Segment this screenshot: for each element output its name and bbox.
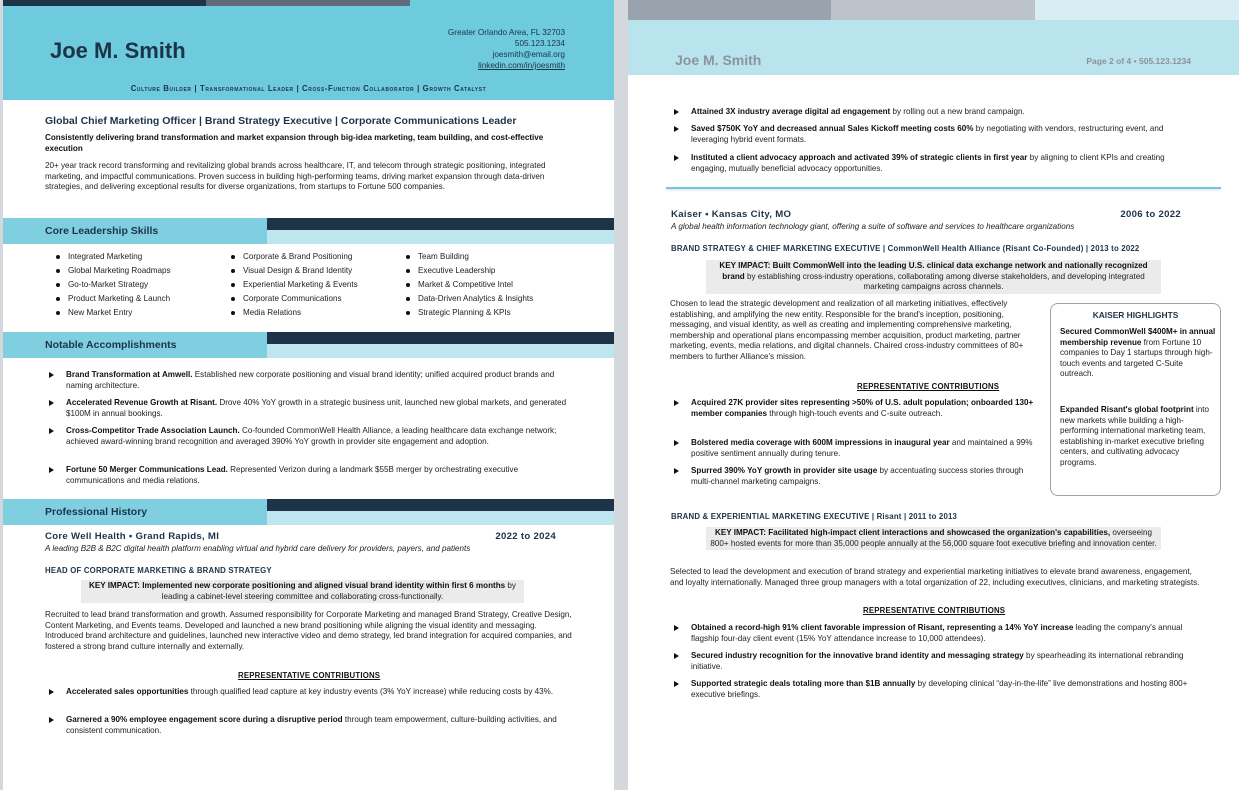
page2-header (628, 20, 1239, 75)
role-body: Selected to lead the development and execution of brand strategy and experiential marketing initiatives to elevate brand awareness, engagement, and loyalty internationally. Managed three group managers with a total organization of 22, including executives, clinicians, and marketing strategists. (670, 567, 1200, 587)
role-title: BRAND & EXPERIENTIAL MARKETING EXECUTIVE | Risant | 2011 to 2013 (671, 512, 958, 521)
arrow-bullet-icon (674, 400, 679, 406)
contact-linkedin[interactable]: linkedin.com/in/joesmith (478, 61, 565, 70)
role-title: HEAD OF CORPORATE MARKETING & BRAND STRATEGY (45, 566, 272, 575)
accomplishment-item: Fortune 50 Merger Communications Lead. Represented Verizon during a landmark $55B merger by orchestrating executive communications and media relations. (49, 465, 571, 486)
contribution-item: Instituted a client advocacy approach and activated 39% of strategic clients in first year by aligning to client KPIs and creating engaging, mutually beneficial advocacy opportunities. (674, 153, 1199, 174)
highlight-item: Expanded Risant's global footprint into new markets while building a high-performing international marketing team, establishing in-market executive briefing centers, and cultivating advocacy programs. (1060, 405, 1209, 467)
skill-item: Market & Competitive Intel (418, 280, 513, 289)
highlight-item: Secured CommonWell $400M+ in annual membership revenue from Fortune 10 companies to Day 1 startups through high-touch events and targeted C-Suite outreach. (1060, 327, 1216, 379)
top-strip-gray-dark (628, 0, 831, 20)
skill-item: Corporate & Brand Positioning (243, 252, 353, 261)
contribution-item: Obtained a record-high 91% client favorable impression of Risant, representing a 14% YoY increase leading the company's annual flagship four-day client event (15% YoY attendance increase to 10,000 attendees). (674, 623, 1204, 644)
skill-item: Integrated Marketing (68, 252, 143, 261)
section-title: Core Leadership Skills (45, 225, 159, 237)
contribution-item: Bolstered media coverage with 600M impressions in inaugural year and maintained a 99% positive sentiment annually during tenure. (674, 438, 1034, 459)
section-title: Professional History (45, 506, 148, 518)
kaiser-highlights-box (1050, 303, 1221, 496)
skill-item: Go-to-Market Strategy (68, 280, 149, 289)
skill-item: Experiential Marketing & Events (243, 280, 358, 289)
arrow-bullet-icon (49, 428, 54, 434)
skill-item: Corporate Communications (243, 294, 342, 303)
skill-item: Strategic Planning & KPIs (418, 308, 511, 317)
contribution-item: Attained 3X industry average digital ad engagement by rolling out a new brand campaign. (674, 107, 1199, 118)
key-impact-box: KEY IMPACT: Implemented new corporate positioning and aligned visual brand identity within first 6 months by leading a cabinet-level steering committee and collaborating cross-functionally. (81, 580, 524, 603)
contribution-item: Accelerated sales opportunities through qualified lead capture at key industry events (3% YoY increase) while reducing costs by 43%. (49, 687, 571, 698)
arrow-bullet-icon (674, 109, 679, 115)
accomplishment-item: Accelerated Revenue Growth at Risant. Drove 40% YoY growth in a strategic business unit, launched new global markets, and generated $100M in annual bookings. (49, 398, 571, 419)
contact-location: Greater Orlando Area, FL 32703 (447, 28, 565, 37)
contribution-item: Secured industry recognition for the innovative brand identity and messaging strategy by spearheading its international rebranding initiative. (674, 651, 1204, 672)
candidate-name: Joe M. Smith (675, 52, 762, 68)
section-professional-history (3, 499, 614, 525)
key-impact-box: KEY IMPACT: Facilitated high-impact client interactions and showcased the organization's capabilities, overseeing 800+ hosted events for more than 35,000 people annually at the 56,000 square foot executive briefing and innovation center. (706, 527, 1161, 550)
top-strip-pale (1035, 0, 1239, 20)
arrow-bullet-icon (674, 625, 679, 631)
arrow-bullet-icon (674, 681, 679, 687)
arrow-bullet-icon (674, 155, 679, 161)
section-title: Notable Accomplishments (45, 339, 177, 351)
arrow-bullet-icon (674, 468, 679, 474)
arrow-bullet-icon (49, 467, 54, 473)
arrow-bullet-icon (49, 372, 54, 378)
skill-item: Product Marketing & Launch (68, 294, 171, 303)
skill-item: Media Relations (243, 308, 302, 317)
key-impact-box: KEY IMPACT: Built CommonWell into the leading U.S. clinical data exchange network and nationally recognized brand by establishing cross-industry operations, collaborating among diverse stakeholders, and developing integrated marketing campaigns across channels. (706, 260, 1161, 294)
employment-years: 2022 to 2024 (495, 531, 556, 542)
tagline: Culture Builder | Transformational Leader | Cross-Function Collaborator | Growth Catalyst (130, 84, 487, 93)
role-body: Chosen to lead the strategic development and realization of all marketing initiatives, effectively establishing, and amplifying the new entity. Responsible for the brand's inception, positioning, messaging, and visual identity, as well as creating and implementing comprehensive marketing, membership and operational plans encompassing member acquisition, product marketing, partner marketing, events, media relations, and digital channels. Chaired cross-industry committees of 80+ members to further Alliance's mission. (670, 299, 1024, 361)
role-title: BRAND STRATEGY & CHIEF MARKETING EXECUTIVE | CommonWell Health Alliance (Risant Co-Founded) | 2013 to 2022 (671, 244, 1140, 253)
employment-years: 2006 to 2022 (1120, 209, 1181, 220)
skill-item: Team Building (418, 252, 469, 261)
section-accomplishments (3, 332, 614, 358)
rep-contributions-title: REPRESENTATIVE CONTRIBUTIONS (857, 382, 1000, 391)
arrow-bullet-icon (49, 717, 54, 723)
summary-body: 20+ year track record transforming and revitalizing global brands across healthcare, IT, and telecom through strategic positioning, integrated marketing, and impactful communications. Proven success in building high-performing teams, driving market expansion through data-driven strategies, and delivering exceptional results for diverse organizations, from startups to Fortune 500 companies. (45, 161, 546, 192)
contribution-item: Acquired 27K provider sites representing >50% of U.S. adult population; onboarded 130+ member companies through high-touch events and C-suite outreach. (674, 398, 1034, 419)
arrow-bullet-icon (49, 689, 54, 695)
candidate-name: Joe M. Smith (50, 38, 186, 63)
company-description: A leading B2B & B2C digital health platform enabling virtual and hybrid care delivery for providers, payers, and patients (45, 544, 471, 553)
highlights-title: KAISER HIGHLIGHTS (1092, 310, 1179, 320)
arrow-bullet-icon (674, 440, 679, 446)
summary-headline: Global Chief Marketing Officer | Brand Strategy Executive | Corporate Communications Leader (45, 115, 517, 127)
company-description: A global health information technology giant, offering a suite of software and services to healthcare organizations (671, 222, 1075, 231)
skill-item: Global Marketing Roadmaps (68, 266, 171, 275)
section-divider (666, 187, 1221, 189)
skill-item: Data-Driven Analytics & Insights (418, 294, 534, 303)
accomplishment-item: Cross-Competitor Trade Association Launch. Co-founded CommonWell Health Alliance, a leading healthcare data exchange network; achieved award-winning brand recognition and averaged 390% YoY growth in provider site engagement and adoption. (49, 426, 571, 447)
skill-item: Executive Leadership (418, 266, 496, 275)
accomplishment-item: Brand Transformation at Amwell. Established new corporate positioning and visual brand identity; unified acquired product brands and naming architecture. (49, 370, 571, 391)
company-name: Core Well Health ▪ Grand Rapids, MI (45, 531, 220, 542)
contribution-item: Garnered a 90% employee engagement score during a disruptive period through team empowerment, culture-building activities, and consistent communication. (49, 715, 571, 736)
resume-page-2 (628, 0, 1239, 790)
company-name: Kaiser ▪ Kansas City, MO (671, 209, 792, 220)
skill-item: Visual Design & Brand Identity (243, 266, 353, 275)
rep-contributions-title: REPRESENTATIVE CONTRIBUTIONS (238, 671, 381, 680)
section-core-skills (3, 218, 614, 244)
resume-page-1 (3, 0, 614, 790)
arrow-bullet-icon (674, 126, 679, 132)
contribution-item: Saved $750K YoY and decreased annual Sales Kickoff meeting costs 60% by negotiating with vendors, restructuring event, and leveraging hybrid event formats. (674, 124, 1199, 145)
summary-subhead: Consistently delivering brand transformation and market expansion through big-idea marketing, team building, and cost-effective execution (45, 133, 544, 153)
rep-contributions-title: REPRESENTATIVE CONTRIBUTIONS (863, 606, 1006, 615)
contact-email[interactable]: joesmith@email.org (492, 50, 565, 59)
arrow-bullet-icon (674, 653, 679, 659)
contact-phone: 505.123.1234 (514, 39, 565, 48)
top-strip-gray-light (831, 0, 1035, 20)
resume-header (3, 6, 614, 100)
contribution-item: Spurred 390% YoY growth in provider site usage by accentuating success stories through multi-channel marketing campaigns. (674, 466, 1034, 487)
contribution-item: Supported strategic deals totaling more than $1B annually by developing clinical “day-in-the-life” live demonstrations and hosting 800+ executive briefings. (674, 679, 1204, 700)
arrow-bullet-icon (49, 400, 54, 406)
skill-item: New Market Entry (68, 308, 133, 317)
role-body: Recruited to lead brand transformation and growth. Assumed responsibility for Corporate Marketing and managed Brand Strategy, Creative Design, Content Marketing, and Events teams. Developed and launched a new brand positioning while aligning the visual identity and messaging. Introduced brand architecture and guidelines, launched new interactive video and demo strategy, led brand integration for acquired companies, and fostered a strong brand culture internally and externally. (45, 610, 572, 651)
page-info: Page 2 of 4 ▪ 505.123.1234 (1086, 56, 1191, 66)
